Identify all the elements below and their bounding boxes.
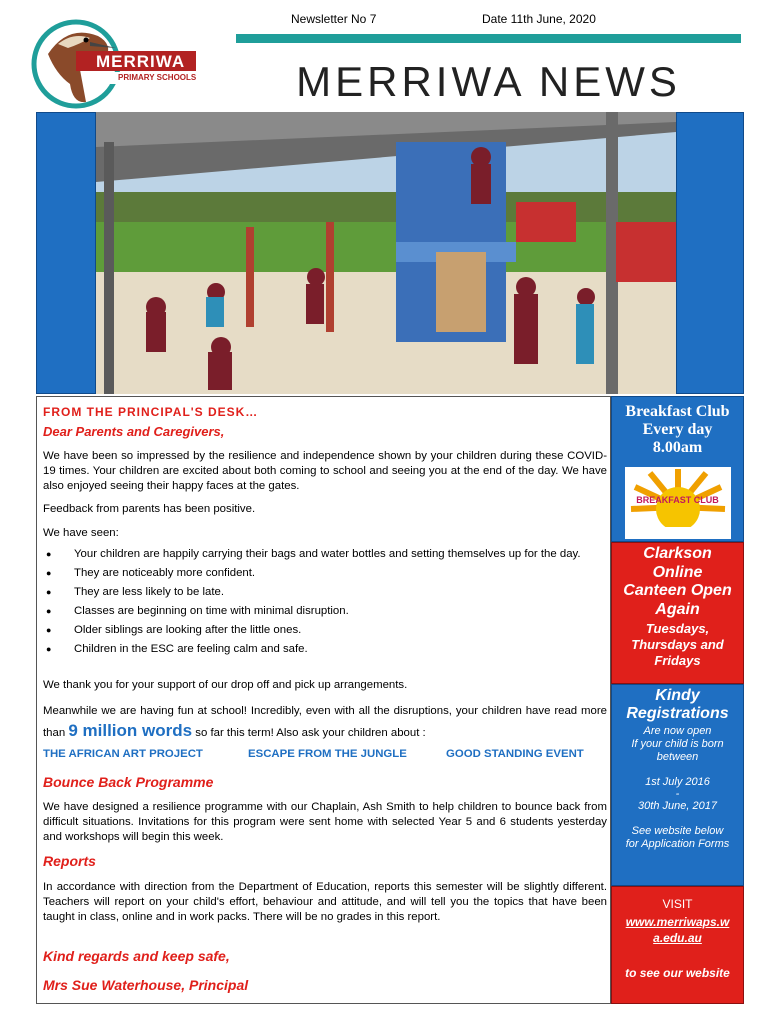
kindy-box [611,684,744,886]
we-have-seen: We have seen: [43,527,119,539]
kindy-open: Are now open [643,725,712,737]
decor-column-left [36,112,96,394]
principal-name: Mrs Sue Waterhouse, Principal [43,977,249,993]
breakfast-club-badge [625,467,731,539]
kindy-website-note: See website below for Application Forms [625,825,730,850]
newsletter-number: Newsletter No 7 [291,12,377,26]
bounce-text: We have designed a resilience programme with our Chaplain, Ash Smith to help children to bounce back from difficult situations. Invitations for this program were sent home with selected Year 5 and 6 students yesterday and workshops will begin this week. [43,801,607,843]
logo-sub: PRIMARY SCHOOLS [118,73,197,82]
kindy-born: If your child is born between [631,738,724,763]
visit-note: to see our website [625,966,730,980]
logo-name: MERRIWA [96,52,186,71]
principal-heading: FROM THE PRINCIPAL'S DESK… [43,405,259,419]
reports-heading: Reports [43,853,96,869]
website-link[interactable]: www.merriwaps.wa.edu.au [625,915,730,945]
reading-text-end: so far this term! Also ask your children about : [195,727,426,739]
canteen-box [611,542,744,684]
list-item: ● Your children are happily carrying their bags and water bottles and setting themselves up for the day. [43,547,598,562]
breakfast-time: 8.00am [652,439,703,456]
newsletter-date: Date 11th June, 2020 [482,12,596,26]
bounce-heading: Bounce Back Programme [43,774,214,790]
intro-paragraph: We have been so impressed by the resilience and independence shown by your children during these COVID-19 times. Your children are excited about both coming to school and seeing you at the end of the day. We have also enjoyed seeing their happy faces at the gates. [43,450,607,492]
list-item: ● Older siblings are looking after the little ones. [43,623,598,638]
breakfast-title: Breakfast Club [625,403,730,420]
breakfast-club-box [611,396,744,542]
list-item: ● Children in the ESC are feeling calm and safe. [43,642,598,657]
decor-column-right [676,112,744,394]
million-words: 9 million words [68,721,193,740]
school-logo [28,14,198,114]
principal-section [36,396,611,1004]
playground-photo [96,112,676,394]
signoff-line: Kind regards and keep safe, [43,948,230,964]
reading-paragraph [43,701,607,743]
reading-text: Meanwhile we are having fun at school! Incredibly, even with all the disruptions, your children have read more than [43,705,607,739]
list-item: ● They are less likely to be late. [43,585,598,600]
project-good-standing: GOOD STANDING EVENT [446,748,584,760]
feedback-line: Feedback from parents has been positive. [43,503,256,515]
salutation: Dear Parents and Caregivers, [43,424,225,439]
project-african-art: THE AFRICAN ART PROJECT [43,748,203,760]
kindy-date-start: 1st July 2016 [645,776,710,788]
canteen-days: Tuesdays, Thursdays and Fridays [631,621,724,668]
page-title: MERRIWA NEWS [296,58,681,105]
visit-box [611,886,744,1004]
thank-you-line: We thank you for your support of our drop off and pick up arrangements. [43,679,408,691]
header-bar [236,34,741,43]
project-jungle: ESCAPE FROM THE JUNGLE [248,748,407,760]
observations-list [43,547,598,661]
visit-label: VISIT [662,897,693,911]
badge-text: BREAKFAST CLUB [636,495,719,505]
reports-text: In accordance with direction from the Department of Education, reports this semester will be slightly different. Teachers will report on your child's effort, behaviour and attitude, and will tell you the topics that have been taught in class, online and in work packs. There will be no grades in this report. [43,881,607,923]
kindy-title: Kindy Registrations [626,687,729,722]
list-item: ● They are noticeably more confident. [43,566,598,581]
kindy-dash: - [675,788,680,800]
breakfast-every-day: Every day [642,421,713,438]
list-item: ● Classes are beginning on time with minimal disruption. [43,604,598,619]
canteen-title: Clarkson Online Canteen Open Again [623,545,732,618]
kindy-date-end: 30th June, 2017 [638,800,717,812]
